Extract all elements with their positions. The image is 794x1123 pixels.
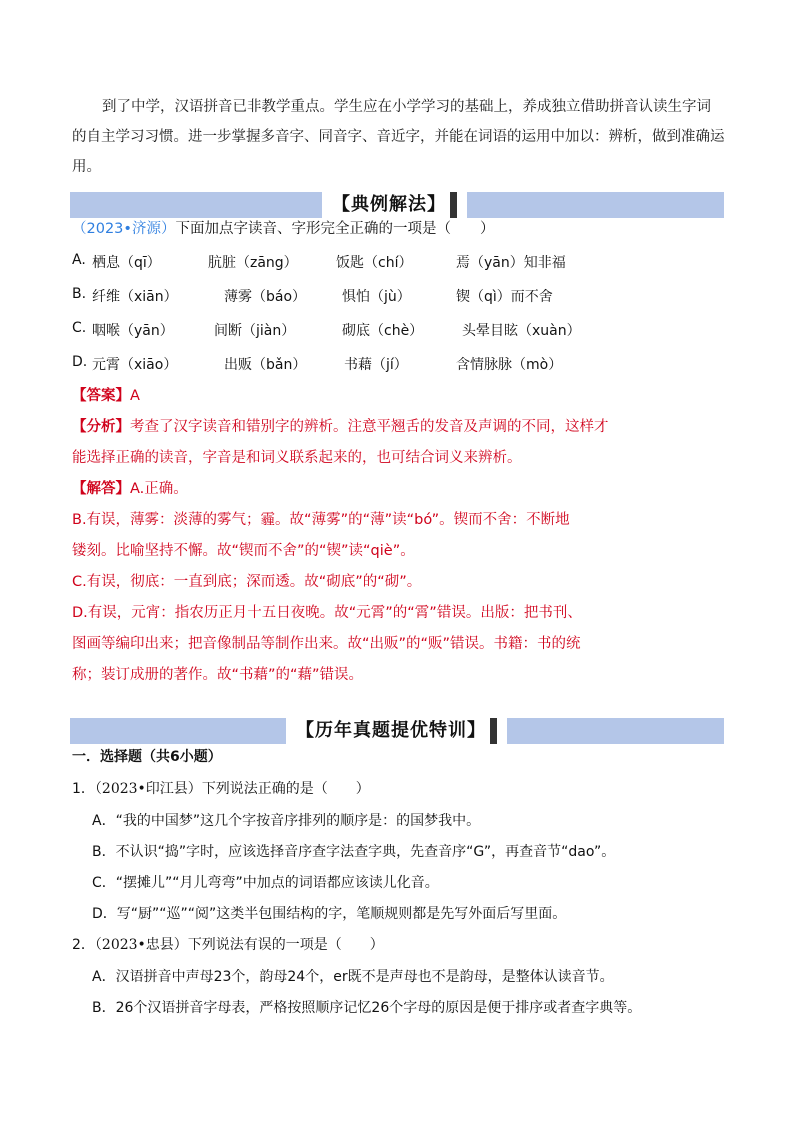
intro-line: 的自主学习习惯。进一步掌握多音字、同音字、音近字，并能在词语的运用中加以：辨析，做到准确运	[72, 129, 725, 145]
solution-text: C.有误，彻底：一直到底；深而透。故“砌底”的“砌”。	[72, 574, 422, 590]
solution-text: A.正确。	[130, 481, 188, 497]
solution-text: B.有误，薄雾：淡薄的雾气；霾。故“薄雾”的“薄”读“bó”。锲而不舍：不断地	[72, 512, 570, 528]
option-item: 惧怕（jù）	[342, 289, 411, 305]
option-item: 含情脉脉（mò）	[456, 357, 563, 373]
question-text: 下列说法正确的是（ ）	[201, 781, 370, 797]
section-title: 一．选择题（共6小题）	[72, 749, 222, 765]
option-item: 出贩（bǎn）	[224, 357, 307, 373]
option-item: 咽喉（yān）	[92, 323, 174, 339]
banner-title: 【典例解法】	[322, 189, 467, 219]
option-item: 间断（jiàn）	[214, 323, 296, 339]
question-1-option-b: B．不认识“捣”字时，应该选择音序查字法查字典，先查音序“G”，再查音节“dao”。	[92, 844, 616, 860]
option-item: 肮脏（zāng）	[208, 255, 298, 271]
question-1-stem	[72, 778, 370, 798]
question-2-stem	[72, 934, 384, 954]
solution-tag: 【解答】	[72, 481, 130, 497]
option-item: 头晕目眩（xuàn）	[462, 323, 581, 339]
question-source: （2023•忠县）	[94, 937, 188, 953]
intro-paragraph	[72, 92, 732, 182]
option-item: 焉（yān）知非福	[456, 255, 566, 271]
solution-text: 图画等编印出来；把音像制品等制作出来。故“出贩”的“贩”错误。书籍：书的统	[72, 636, 581, 652]
option-item: 饭匙（chí）	[336, 255, 413, 271]
analysis-block	[72, 412, 724, 474]
option-item: 元霄（xiāo）	[92, 357, 178, 373]
example-stem	[72, 218, 494, 240]
solution-text: 称；装订成册的著作。故“书藉”的“藉”错误。	[72, 667, 364, 683]
example-source: （2023•济源）	[72, 221, 176, 237]
option-label: A.	[72, 252, 86, 268]
answer-value: A	[130, 388, 140, 404]
option-label: D.	[72, 354, 88, 370]
example-question: 下面加点字读音、字形完全正确的一项是（ ）	[175, 221, 495, 237]
option-item: 书藉（jí）	[344, 357, 408, 373]
solution-text: 镂刻。比喻坚持不懈。故“锲而不舍”的“锲”读“qiè”。	[72, 543, 415, 559]
analysis-tag: 【分析】	[72, 419, 130, 435]
question-1-option-a: A．“我的中国梦”这几个字按音序排列的顺序是：的国梦我中。	[92, 813, 481, 829]
option-item: 砌底（chè）	[342, 323, 424, 339]
answer-line	[72, 385, 140, 407]
option-item: 锲（qì）而不舍	[456, 289, 553, 305]
option-item: 栖息（qī）	[92, 255, 161, 271]
intro-line: 到了中学，汉语拼音已非教学重点。学生应在小学学习的基础上，养成独立借助拼音认读生字词	[102, 99, 711, 115]
question-text: 下列说法有误的一项是（ ）	[187, 937, 384, 953]
analysis-text: 能选择正确的读音，字音是和词义联系起来的，也可结合词义来辨析。	[72, 450, 522, 466]
option-label: C.	[72, 320, 87, 336]
question-number: 2．	[72, 937, 95, 953]
banner-title: 【历年真题提优特训】	[286, 715, 507, 745]
solution-text: D.有误，元宵：指农历正月十五日夜晚。故“元霄”的“霄”错误。出版：把书刊、	[72, 605, 582, 621]
question-1-option-c: C．“摆摊儿”“月儿弯弯”中加点的词语都应该读儿化音。	[92, 875, 439, 891]
analysis-text: 考查了汉字读音和错别字的辨析。注意平翘舌的发音及声调的不同，这样才	[130, 419, 609, 435]
option-item: 薄雾（báo）	[224, 289, 307, 305]
answer-tag: 【答案】	[72, 388, 130, 404]
question-number: 1．	[72, 781, 95, 797]
question-1-option-d: D．写“厨”“巡”“阅”这类半包围结构的字，笔顺规则都是先写外面后写里面。	[92, 906, 567, 922]
option-label: B.	[72, 286, 87, 302]
question-2-option-b: B．26个汉语拼音字母表，严格按照顺序记忆26个字母的原因是便于排序或者查字典等。	[92, 1000, 642, 1016]
banner-bar	[490, 718, 497, 744]
option-item: 纤维（xiān）	[92, 289, 178, 305]
question-source: （2023•印江县）	[94, 781, 202, 797]
section-banner-practice	[70, 718, 724, 744]
question-2-option-a: A．汉语拼音中声母23个，韵母24个，er既不是声母也不是韵母，是整体认读音节。	[92, 969, 614, 985]
solution-block	[72, 474, 724, 691]
intro-line: 用。	[72, 159, 101, 175]
banner-bar	[450, 192, 457, 218]
section-banner-examples	[70, 192, 724, 218]
